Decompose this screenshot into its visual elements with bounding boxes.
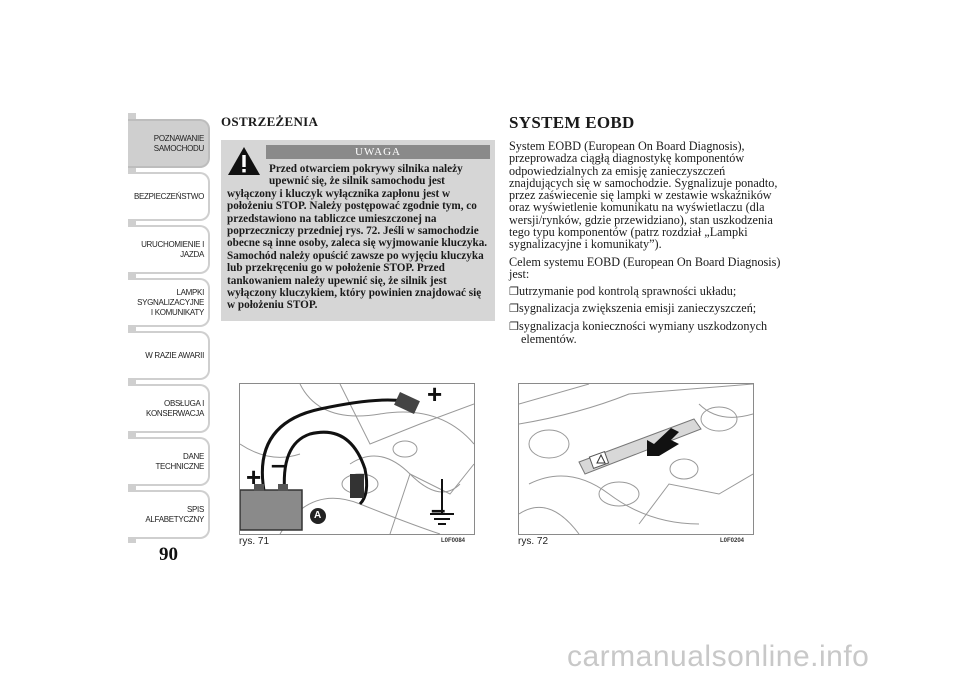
tab-poznawanie-samochodu[interactable]: POZNAWANIE SAMOCHODU (128, 119, 210, 168)
figure-71-caption: rys. 71 (239, 536, 270, 547)
page-number: 90 (159, 544, 178, 565)
minus-sign-left: – (271, 449, 286, 479)
warning-text-rest: upewnić się, że silnik samochodu jest wyłączony i kluczyk wyłącznika zapłonu jest w położeniu STOP. Należy postępować zgodnie tym, co przedstawiono na tabliczce umieszczonej na poprzeczniczy przedniej rys. 72. Jeśli w samochodzie obecne są inne osoby, zaleca się wyjmowanie kluczyka. Samochód należy opuścić zawsze po wyjęciu kluczyka lub przekręceniu go w położenie STOP. Przed tankowaniem należy upewnić się, że silnik jest wyłączony kluczykiem, który powinien znajdować się w położeniu STOP. (227, 175, 488, 312)
list-item: ❐sygnalizacja zwiększenia emisji zanieczyszczeń; (509, 301, 757, 316)
eobd-paragraph-1: System EOBD (European On Board Diagnosis), przeprowadza ciągłą diagnostykę komponentów odpowiedzialnych za emisję zanieczyszczeń znajdujących się w samochodzie. Sygnalizuje ponadto, przez zaświecenie się lampki w zestawie wskaźników oraz wyświetlenie komunikatu na wyświetlaczu (dla wersji/rynków, gdzie przewidziano), stan uszkodzenia tego typu komponentów (patrz rozdział „Lampki sygnalizacyjne i komunikaty”). (509, 139, 778, 252)
checkbox-bullet-icon: ❐ (509, 303, 519, 316)
tab-spis-alfabetyczny[interactable]: SPIS ALFABETYCZNY (128, 490, 210, 539)
plus-sign-left: + (246, 462, 262, 492)
tab-uruchomienie-i-jazda[interactable]: URUCHOMIENIE I JAZDA (128, 225, 210, 274)
minus-sign-right: – (431, 494, 446, 524)
tab-lampki-sygnalizacyjne[interactable]: LAMPKI SYGNALIZACYJNE I KOMUNIKATY (128, 278, 210, 327)
list-item: ❐utrzymanie pod kontrolą sprawności układu; (509, 284, 737, 298)
tab-obsluga-i-konserwacja[interactable]: OBSŁUGA I KONSERWACJA (128, 384, 210, 433)
checkbox-bullet-icon: ❐ (509, 320, 519, 333)
warning-box-title: UWAGA (266, 145, 490, 159)
tab-w-razie-awarii[interactable]: W RAZIE AWARII (128, 331, 210, 380)
figure-71-code: L0F0084 (441, 538, 466, 544)
eobd-title: SYSTEM EOBD (509, 113, 635, 132)
crossbar-illustration (519, 384, 753, 534)
tab-bezpieczenstwo[interactable]: BEZPIECZEŃSTWO (128, 172, 210, 221)
chapter-sidebar (128, 113, 210, 543)
checkbox-bullet-icon: ❐ (509, 286, 519, 298)
figure-72-code: L0F0204 (720, 538, 745, 544)
tab-dane-techniczne[interactable]: DANE TECHNICZNE (128, 437, 210, 486)
figure-battery-jumper-cables (239, 383, 475, 535)
list-item: ❐sygnalizacja konieczności wymiany uszkodzonych elementów. (509, 318, 768, 346)
figure-crossbar-label (518, 383, 754, 535)
warnings-heading: OSTRZEŻENIA (221, 114, 319, 129)
warning-text-lead: Przed otwarciem pokrywy silnika należy (269, 163, 463, 175)
callout-label-a: A (314, 510, 322, 521)
battery-icon (240, 490, 302, 530)
warning-text (227, 163, 491, 312)
watermark: carmanualsonline.info (567, 640, 870, 673)
figure-72-caption: rys. 72 (518, 536, 549, 547)
eobd-bullet-list (509, 285, 794, 349)
eobd-paragraph-2: Celem systemu EOBD (European On Board Diagnosis) jest: (509, 255, 781, 282)
warning-box (221, 140, 495, 321)
plus-sign-right: + (427, 383, 443, 409)
